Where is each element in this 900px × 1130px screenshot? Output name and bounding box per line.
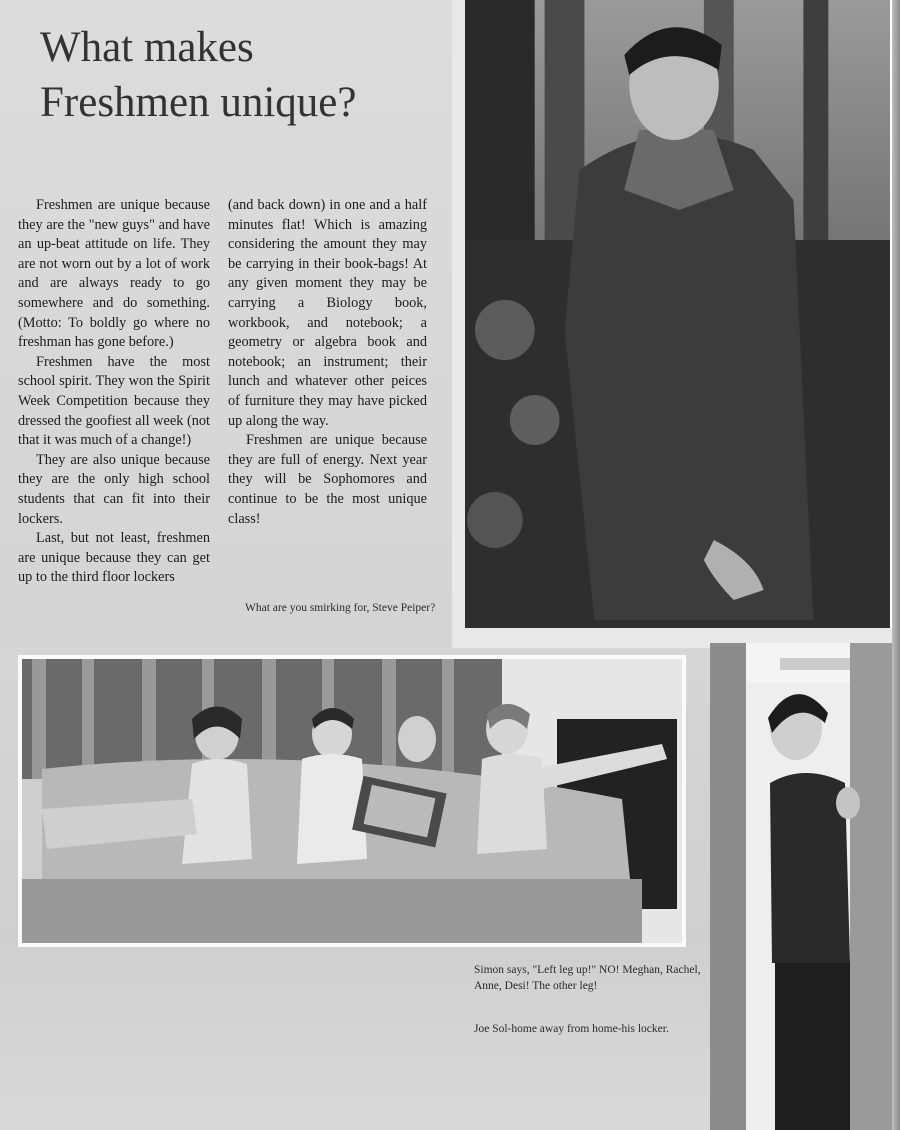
group-photo bbox=[18, 655, 686, 947]
joe-caption: Joe Sol-home away from home-his locker. bbox=[474, 1023, 669, 1035]
paragraph: Freshmen have the most school spirit. They won the Spirit Week Competition because they dressed the goofiest all week (not that it was much of a change!) bbox=[18, 353, 210, 449]
title-line-1: What makes bbox=[40, 24, 254, 71]
steve-caption: What are you smirking for, Steve Peiper? bbox=[245, 602, 436, 614]
article-column-1 bbox=[18, 196, 210, 588]
paragraph: Freshmen are unique because they are full of energy. Next year they will be Sophomores and continue to be the most unique class! bbox=[228, 432, 427, 527]
paragraph: (and back down) in one and a half minutes flat! Which is amazing considering the amount they may be carrying in their book-bags! At any given moment they may be carrying a Biology book, workbook, and notebook; a geometry or algebra book and notebook; an instrument; their lunch and whatever other peices of furniture they may have picked up along the way. bbox=[228, 197, 427, 429]
group-caption: Simon says, "Left leg up!" NO! Meghan, Rachel, Anne, Desi! The other leg! bbox=[474, 964, 701, 992]
page-binding-edge bbox=[892, 0, 900, 1130]
title-line-2: Freshmen unique? bbox=[40, 79, 357, 126]
paragraph: Last, but not least, freshmen are unique because they can get up to the third floor lockers bbox=[18, 530, 210, 586]
page-title bbox=[40, 20, 440, 130]
paragraph: Freshmen are unique because they are the "new guys" and have an up-beat attitude on life. They are not worn out by a lot of work and are always ready to go somewhere and do something. (Motto: To boldly go where no freshman has gone before.) bbox=[18, 197, 210, 351]
article-column-2 bbox=[228, 196, 427, 529]
paragraph: They are also unique because they are the only high school students that can fit into their lockers. bbox=[18, 451, 210, 527]
joe-photo bbox=[710, 643, 894, 1130]
steve-photo bbox=[465, 0, 892, 628]
